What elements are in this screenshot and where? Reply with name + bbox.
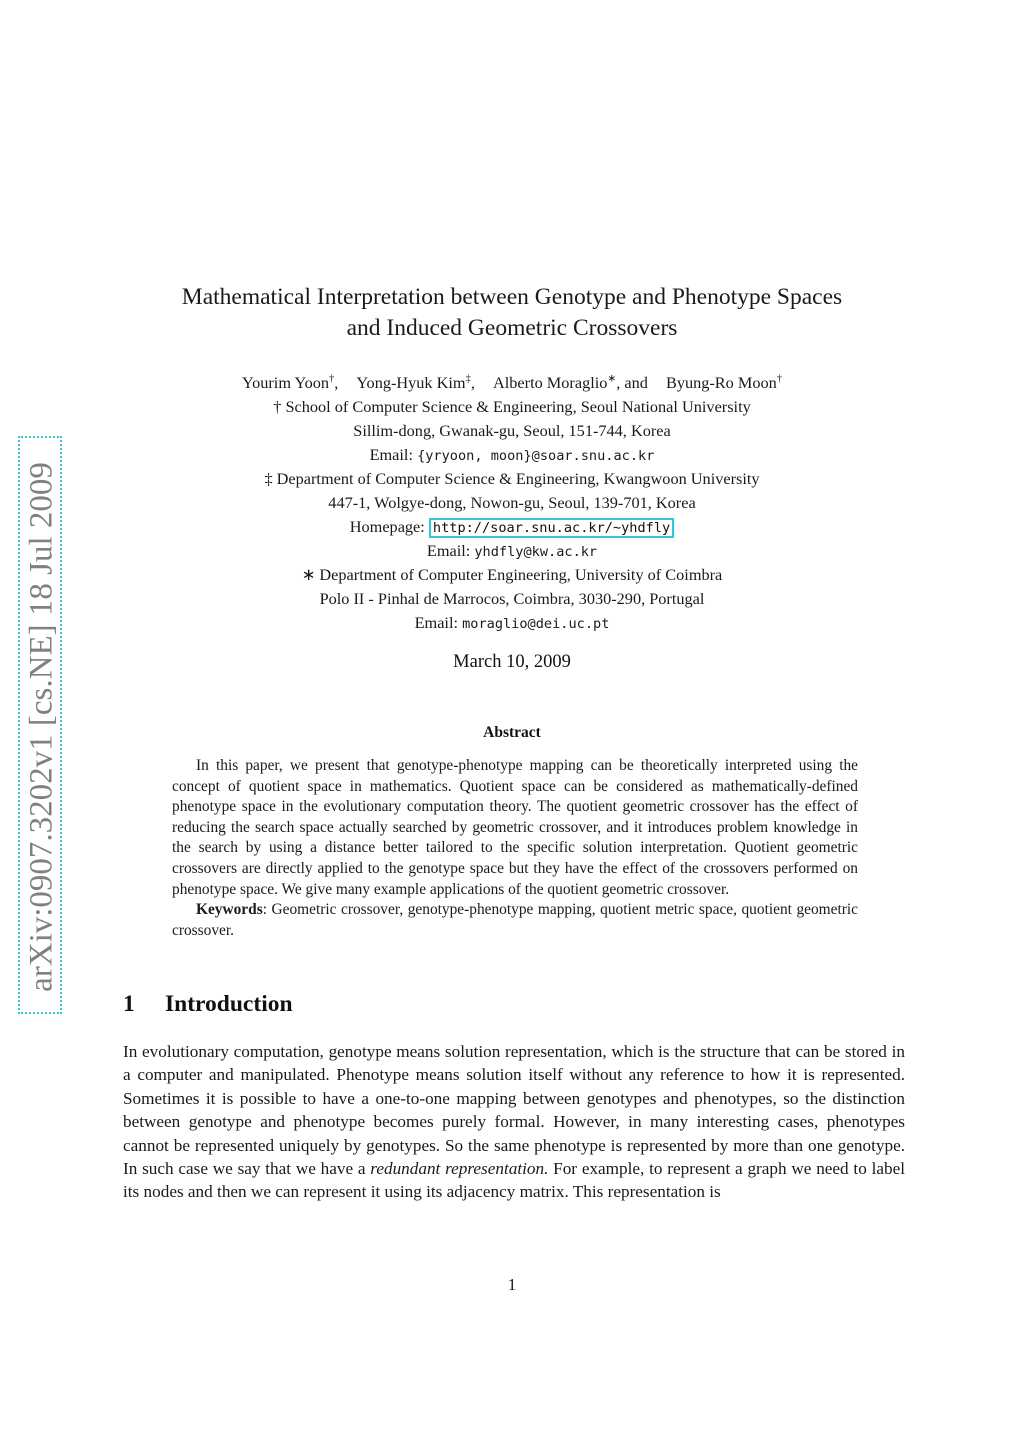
author: Byung-Ro Moon† xyxy=(665,373,783,392)
homepage-link[interactable]: http://soar.snu.ac.kr/∼yhdfly xyxy=(429,518,674,538)
keywords-label: Keywords xyxy=(196,901,263,919)
affiliation-snu: † School of Computer Science & Engineering, Seoul National University xyxy=(273,397,751,416)
address-kwangwoon: 447-1, Wolgye-dong, Nowon-gu, Seoul, 139-701, Korea xyxy=(328,493,696,512)
address-coimbra: Polo II - Pinhal de Marrocos, Coimbra, 3030-290, Portugal xyxy=(319,589,705,608)
intro-paragraph: In evolutionary computation, genotype means solution representation, which is the structure that can be stored in a computer and manipulated. Phenotype means solution itself without any reference to how it is represented. Sometimes it is possible to have a one-to-one mapping between genotypes and phenotypes, so the distinction between genotype and phenotype becomes purely formal. However, in many interesting cases, phenotypes cannot be represented uniquely by genotypes. So the same phenotype is represented by more than one genotype. In such case we say that we have a redundant representation. For example, to represent a graph we need to label its nodes and then we can represent it using its adjacency matrix. This representation is xyxy=(123,1042,905,1202)
page-number: 1 xyxy=(507,1275,517,1294)
email-snu: Email: {yryoon, moon}@soar.snu.ac.kr xyxy=(369,445,655,464)
paper-title xyxy=(0,282,1024,344)
section-title: Introduction xyxy=(165,991,293,1017)
abstract-body xyxy=(172,756,858,941)
abstract-text: In this paper, we present that genotype-phenotype mapping can be theoretically interpreted using the concept of quotient space in mathematics. Quotient space can be considered as mathematically-defined phenotype space in the evolutionary computation theory. The quotient geometric crossover has the effect of reducing the search space actually searched by geometric crossover, and it introduces problem knowledge in the search by using a distance better tailored to the specific solution interpretation. Quotient geometric crossovers are directly applied to the genotype space but they have the effect of the crossovers performed on phenotype space. We give many example applications of the quotient geometric crossover. xyxy=(172,757,858,898)
affiliation-kwangwoon: ‡ Department of Computer Science & Engineering, Kwangwoon University xyxy=(264,469,760,488)
section-heading xyxy=(123,991,293,1018)
paper-date: March 10, 2009 xyxy=(453,652,571,672)
title-line-2: and Induced Geometric Crossovers xyxy=(346,315,678,341)
keywords xyxy=(172,900,858,941)
author-list xyxy=(0,371,1024,635)
title-line-1: Mathematical Interpretation between Genotype and Phenotype Spaces xyxy=(181,284,843,310)
author: Yong-Hyuk Kim‡, xyxy=(356,373,475,392)
homepage-kwangwoon: Homepage: http://soar.snu.ac.kr/∼yhdfly xyxy=(0,515,1024,539)
email-coimbra: Email: moraglio@dei.uc.pt xyxy=(414,613,610,632)
email-kwangwoon: Email: yhdfly@kw.ac.kr xyxy=(426,541,598,560)
section-number: 1 xyxy=(123,991,135,1017)
keywords-text: : Geometric crossover, genotype-phenotype mapping, quotient metric space, quotient geometric crossover. xyxy=(172,901,858,939)
abstract-heading: Abstract xyxy=(483,724,541,741)
emphasis-text: redundant representation. xyxy=(370,1159,549,1179)
author: Alberto Moraglio∗, and xyxy=(493,373,648,392)
author: Yourim Yoon†, xyxy=(241,373,339,392)
arxiv-identifier: arXiv:0907.3202v1 [cs.NE] 18 Jul 2009 xyxy=(23,462,60,992)
address-snu: Sillim-dong, Gwanak-gu, Seoul, 151-744, Korea xyxy=(353,421,671,440)
authors-line xyxy=(0,371,1024,395)
affiliation-coimbra: ∗ Department of Computer Engineering, University of Coimbra xyxy=(301,565,723,584)
